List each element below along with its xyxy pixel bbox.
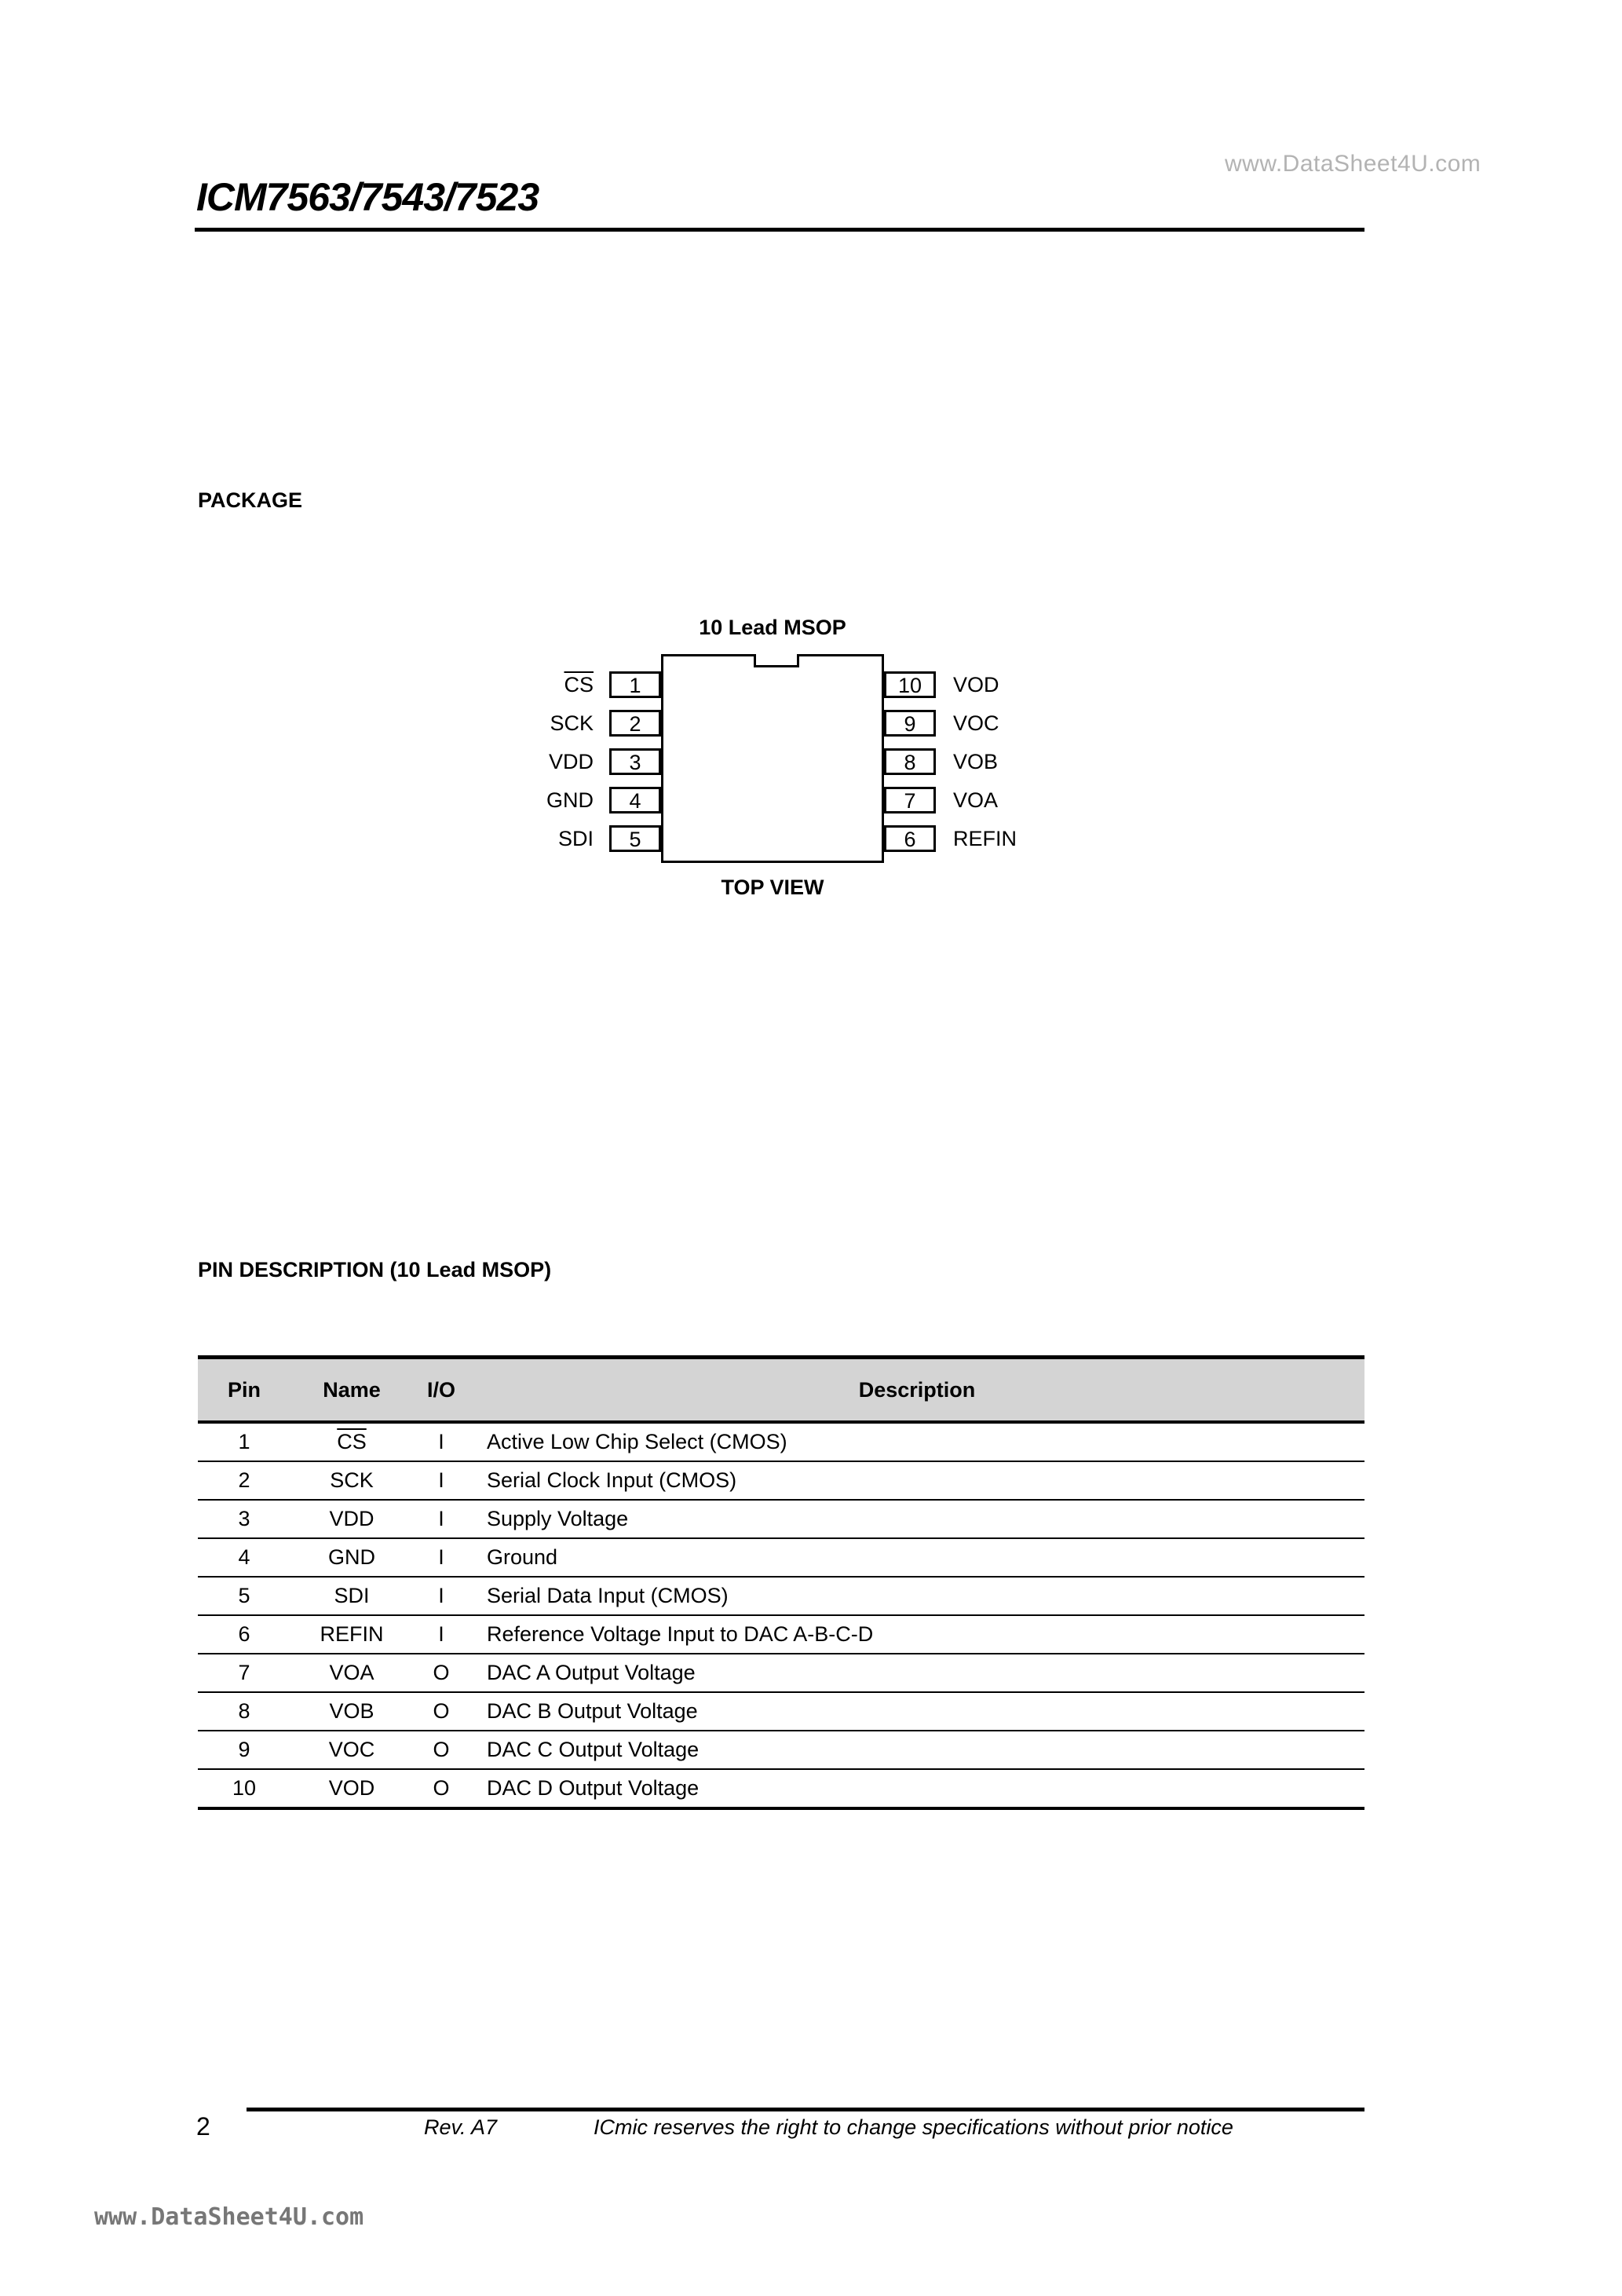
pin-description-heading: PIN DESCRIPTION (10 Lead MSOP) <box>198 1258 552 1281</box>
pin-box: 9 <box>884 710 936 737</box>
cell-name: VDD <box>290 1500 413 1538</box>
cell-description: Supply Voltage <box>469 1500 1364 1538</box>
cell-io: I <box>413 1422 469 1461</box>
pin-box: 2 <box>609 710 661 737</box>
cell-description: Serial Clock Input (CMOS) <box>469 1461 1364 1500</box>
cell-description: DAC A Output Voltage <box>469 1654 1364 1692</box>
title-rule <box>195 228 1364 232</box>
cell-io: I <box>413 1500 469 1538</box>
table-row <box>198 1500 1364 1538</box>
document-title: ICM7563/7543/7523 <box>196 175 539 219</box>
table-row <box>198 1615 1364 1654</box>
table-row <box>198 1692 1364 1731</box>
pin-box: 4 <box>609 787 661 813</box>
cell-pin: 1 <box>198 1422 290 1461</box>
table-row <box>198 1769 1364 1808</box>
pin-name-right: VOA <box>953 788 999 812</box>
cell-description: DAC B Output Voltage <box>469 1692 1364 1731</box>
footer-rule <box>247 2108 1364 2111</box>
active-low-pin-name: $\overline{CS}$ <box>564 673 594 696</box>
column-header-pin: Pin <box>198 1358 290 1423</box>
cell-name: VOD <box>290 1769 413 1808</box>
cell-description: Reference Voltage Input to DAC A-B-C-D <box>469 1615 1364 1654</box>
ic-notch <box>754 654 799 667</box>
pin-name-left: SDI <box>557 827 594 850</box>
pin-name-right: VOD <box>953 673 999 696</box>
page-number: 2 <box>196 2112 210 2141</box>
pin-description-table <box>198 1355 1364 1810</box>
revision-label: Rev. A7 <box>424 2115 498 2139</box>
cell-name: SCK <box>290 1461 413 1500</box>
cell-pin: 3 <box>198 1500 290 1538</box>
pin-name-right: VOC <box>953 711 999 735</box>
table-row <box>198 1538 1364 1577</box>
watermark-top: www.DataSheet4U.com <box>1225 151 1481 177</box>
cell-name: VOC <box>290 1731 413 1769</box>
cell-io: O <box>413 1692 469 1731</box>
cell-io: I <box>413 1538 469 1577</box>
cell-io: I <box>413 1461 469 1500</box>
cell-pin: 8 <box>198 1692 290 1731</box>
cell-io: O <box>413 1731 469 1769</box>
column-header-io: I/O <box>413 1358 469 1423</box>
column-header-name: Name <box>290 1358 413 1423</box>
cell-description: DAC C Output Voltage <box>469 1731 1364 1769</box>
cell-description: Serial Data Input (CMOS) <box>469 1577 1364 1615</box>
pin-name-right: REFIN <box>953 827 1017 850</box>
table-row <box>198 1461 1364 1500</box>
pin-box: 3 <box>609 748 661 775</box>
cell-pin: 6 <box>198 1615 290 1654</box>
column-header-description: Description <box>469 1358 1364 1423</box>
cell-name: VOA <box>290 1654 413 1692</box>
table-header-row <box>198 1358 1364 1423</box>
table-row <box>198 1731 1364 1769</box>
top-view-label: TOP VIEW <box>721 876 824 899</box>
table-row <box>198 1654 1364 1692</box>
cell-io: O <box>413 1769 469 1808</box>
pin-name-left: VDD <box>548 750 594 773</box>
cell-pin: 4 <box>198 1538 290 1577</box>
pin-box: 10 <box>884 671 936 698</box>
pin-name-left: GND <box>546 788 594 812</box>
table-row <box>198 1422 1364 1461</box>
pin-box: 1 <box>609 671 661 698</box>
cell-io: O <box>413 1654 469 1692</box>
cell-pin: 10 <box>198 1769 290 1808</box>
ic-body <box>661 654 884 863</box>
footer-notice: ICmic reserves the right to change specifications without prior notice <box>594 2115 1233 2139</box>
cell-io: I <box>413 1577 469 1615</box>
cell-description: Ground <box>469 1538 1364 1577</box>
cell-description: Active Low Chip Select (CMOS) <box>469 1422 1364 1461</box>
pin-name-right: VOB <box>953 750 999 773</box>
cell-pin: 2 <box>198 1461 290 1500</box>
cell-pin: 7 <box>198 1654 290 1692</box>
cell-name: VOB <box>290 1692 413 1731</box>
cell-name: SDI <box>290 1577 413 1615</box>
cell-description: DAC D Output Voltage <box>469 1769 1364 1808</box>
active-low-signal-name: $\overline{CS}$ <box>337 1430 367 1453</box>
cell-pin: 9 <box>198 1731 290 1769</box>
cell-name: GND <box>290 1538 413 1577</box>
cell-name: REFIN <box>290 1615 413 1654</box>
watermark-bottom: www.DataSheet4U.com <box>94 2203 364 2231</box>
pin-box: 7 <box>884 787 936 813</box>
cell-pin: 5 <box>198 1577 290 1615</box>
cell-name <box>290 1422 413 1461</box>
package-type-label: 10 Lead MSOP <box>699 616 846 639</box>
pin-box: 6 <box>884 825 936 852</box>
pin-name-left: SCK <box>550 711 594 735</box>
pin-box: 8 <box>884 748 936 775</box>
pin-name-left <box>499 671 594 698</box>
package-heading: PACKAGE <box>198 488 303 512</box>
pin-box: 5 <box>609 825 661 852</box>
cell-io: I <box>413 1615 469 1654</box>
table-row <box>198 1577 1364 1615</box>
